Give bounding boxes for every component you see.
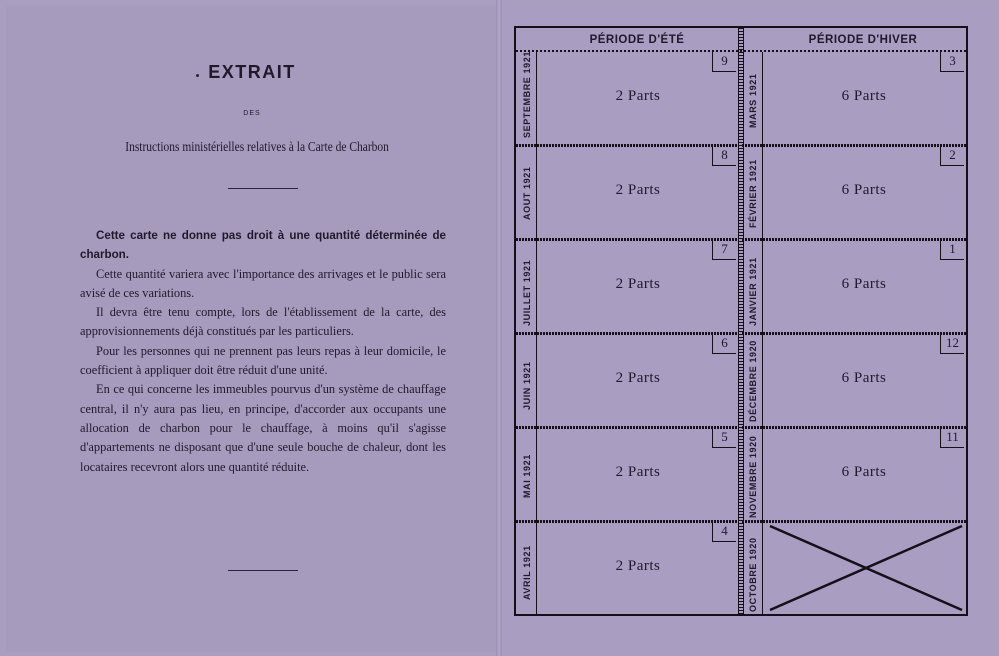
- coupon-number: 6: [712, 334, 736, 354]
- coupon-separator: [742, 238, 966, 241]
- coupon-parts: 2 Parts: [615, 558, 661, 574]
- summer-month-label: SEPTEMBRE 1921: [522, 51, 532, 138]
- coupon-parts: 2 Parts: [615, 182, 661, 198]
- summer-month-label: AOUT 1921: [522, 166, 532, 220]
- winter-period-header: PÉRIODE D'HIVER: [808, 34, 918, 46]
- coupon-parts: 2 Parts: [615, 370, 661, 386]
- page-fold: [496, 0, 502, 656]
- winter-month-label: NOVEMBRE 1920: [748, 435, 758, 518]
- coupon-separator: [516, 238, 738, 241]
- extrait-title: EXTRAIT: [208, 62, 296, 82]
- left-page: [6, 6, 498, 652]
- coupon-separator: [516, 332, 738, 335]
- winter-month-label: JANVIER 1921: [748, 257, 758, 326]
- coupon-separator: [742, 332, 966, 335]
- coupon-parts: 2 Parts: [615, 464, 661, 480]
- winter-month-label: OCTOBRE 1920: [748, 537, 758, 612]
- coupon-number: 5: [712, 428, 736, 448]
- coupon-parts: 6 Parts: [841, 464, 887, 480]
- coupon-number: 8: [712, 146, 736, 166]
- paragraph-3: Il devra être tenu compte, lors de l'établissement de la carte, des approvisionnements déjà constitués par les particuliers.: [80, 305, 446, 339]
- coupon-number: 11: [940, 428, 964, 448]
- winter-month-label: FÉVRIER 1921: [748, 159, 758, 228]
- paragraph-5: En ce qui concerne les immeubles pourvus d'un système de chauffage central, il n'y aura pas lieu, en principe, d'accorder aux occupants une allocation de charbon pour le chauffage, à moins qu'il s'agisse d'appartements ne disposant que d'une seule bouche de chaleur, dont les locataires recevront alors une quantité réduite.: [80, 382, 446, 474]
- coupon-separator: [742, 144, 966, 147]
- coupon-parts: 6 Parts: [841, 276, 887, 292]
- coupon-number: 9: [712, 52, 736, 72]
- instructions-subtitle: Instructions ministérielles relatives à la Carte de Charbon: [125, 140, 389, 155]
- ration-card: [514, 26, 968, 616]
- divider-bottom: [228, 570, 298, 571]
- coupon-number: 2: [940, 146, 964, 166]
- cancelled-cross-icon: [768, 524, 964, 614]
- coupon-separator: [516, 144, 738, 147]
- coupon-number: 4: [712, 522, 736, 542]
- coupon-separator: [516, 520, 738, 523]
- coupon-parts: 6 Parts: [841, 370, 887, 386]
- summer-month-label: MAI 1921: [522, 454, 532, 498]
- coupon-number: 7: [712, 240, 736, 260]
- center-perforation: [738, 28, 744, 614]
- coupon-separator: [742, 426, 966, 429]
- bullet-dot: [196, 74, 199, 77]
- coupon-number: 1: [940, 240, 964, 260]
- coupon-parts: 6 Parts: [841, 182, 887, 198]
- divider-top: [228, 188, 298, 189]
- summer-month-label: JUIN 1921: [522, 361, 532, 410]
- coupon-number: 3: [940, 52, 964, 72]
- des-label: DES: [243, 110, 261, 117]
- coupon-separator: [516, 426, 738, 429]
- winter-month-label: DÉCEMBRE 1920: [748, 340, 758, 422]
- summer-period-header: PÉRIODE D'ÉTÉ: [589, 34, 685, 46]
- coupon-parts: 2 Parts: [615, 276, 661, 292]
- coupon-parts: 2 Parts: [615, 88, 661, 104]
- paragraph-4: Pour les personnes qui ne prennent pas leurs repas à leur domicile, le coefficient à appliquer doit être réduit d'une unité.: [80, 343, 446, 378]
- winter-month-label: MARS 1921: [748, 73, 758, 128]
- coupon-number: 12: [940, 334, 964, 354]
- coupon-parts: 6 Parts: [841, 88, 887, 104]
- coupon-separator: [742, 520, 966, 523]
- paragraph-2: Cette quantité variera avec l'importance des arrivages et le public sera avisé de ces variations.: [80, 266, 446, 300]
- paragraph-1: Cette carte ne donne pas droit à une quantité déterminée de charbon.: [80, 229, 446, 262]
- instructions-body: [80, 226, 446, 477]
- summer-month-label: JUILLET 1921: [522, 259, 532, 326]
- summer-month-label: AVRIL 1921: [522, 545, 532, 600]
